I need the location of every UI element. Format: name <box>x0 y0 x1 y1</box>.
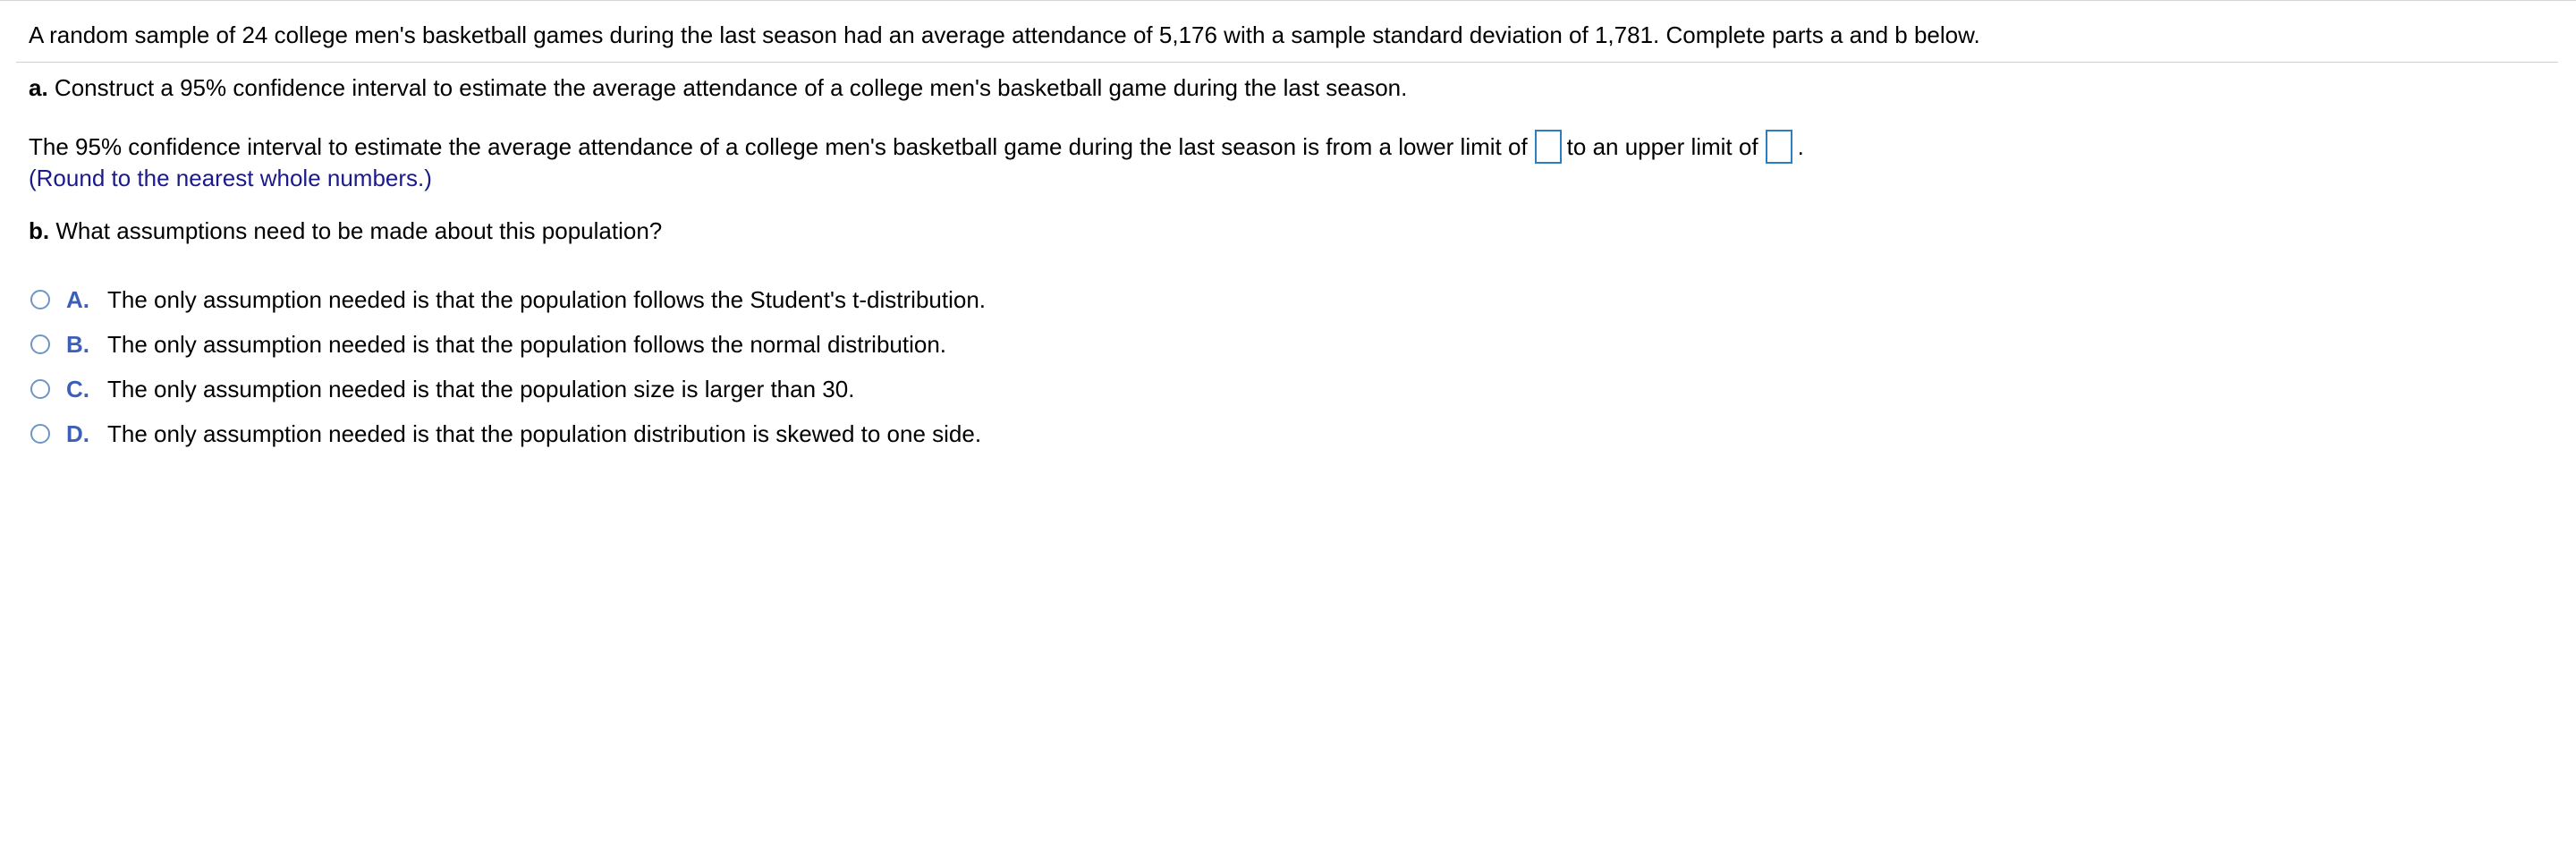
upper-limit-input[interactable] <box>1766 130 1792 164</box>
part-a-heading <box>29 73 1407 102</box>
part-a-answer-line <box>29 130 1804 164</box>
radio-button-unselected-icon[interactable] <box>30 335 50 354</box>
option-c[interactable] <box>30 373 854 405</box>
option-a[interactable] <box>30 284 986 316</box>
question-stem: A random sample of 24 college men's basketball games during the last season had an average attendance of 5,176 with a sample standard deviation of 1,781. Complete parts a and b below. <box>29 21 1980 48</box>
rounding-note: (Round to the nearest whole numbers.) <box>29 165 432 191</box>
part-a-label: a. <box>29 74 48 101</box>
part-a-prompt: Construct a 95% confidence interval to estimate the average attendance of a college men's basketball game during the last season. <box>54 74 1408 101</box>
answer-middle-text: to an upper limit of <box>1566 133 1758 160</box>
option-a-letter: A. <box>66 285 89 313</box>
option-b[interactable] <box>30 328 946 360</box>
answer-suffix-text: . <box>1797 133 1804 160</box>
radio-button-unselected-icon[interactable] <box>30 424 50 444</box>
radio-button-unselected-icon[interactable] <box>30 379 50 399</box>
option-c-letter: C. <box>66 375 89 402</box>
option-c-text: The only assumption needed is that the population size is larger than 30. <box>107 375 855 402</box>
option-d-letter: D. <box>66 419 89 447</box>
option-d[interactable] <box>30 418 981 450</box>
option-d-text: The only assumption needed is that the population distribution is skewed to one side. <box>107 419 982 447</box>
section-divider <box>16 62 2558 63</box>
radio-button-unselected-icon[interactable] <box>30 290 50 309</box>
answer-prefix-text: The 95% confidence interval to estimate the average attendance of a college men's basketball game during the last season is from a lower limit of <box>29 133 1528 160</box>
option-a-text: The only assumption needed is that the population follows the Student's t-distribution. <box>107 285 987 313</box>
option-b-text: The only assumption needed is that the population follows the normal distribution. <box>107 330 947 358</box>
part-b-heading <box>29 216 662 245</box>
part-b-label: b. <box>29 217 50 244</box>
option-b-letter: B. <box>66 330 89 358</box>
lower-limit-input[interactable] <box>1535 130 1562 164</box>
part-b-prompt: What assumptions need to be made about this population? <box>55 217 663 244</box>
